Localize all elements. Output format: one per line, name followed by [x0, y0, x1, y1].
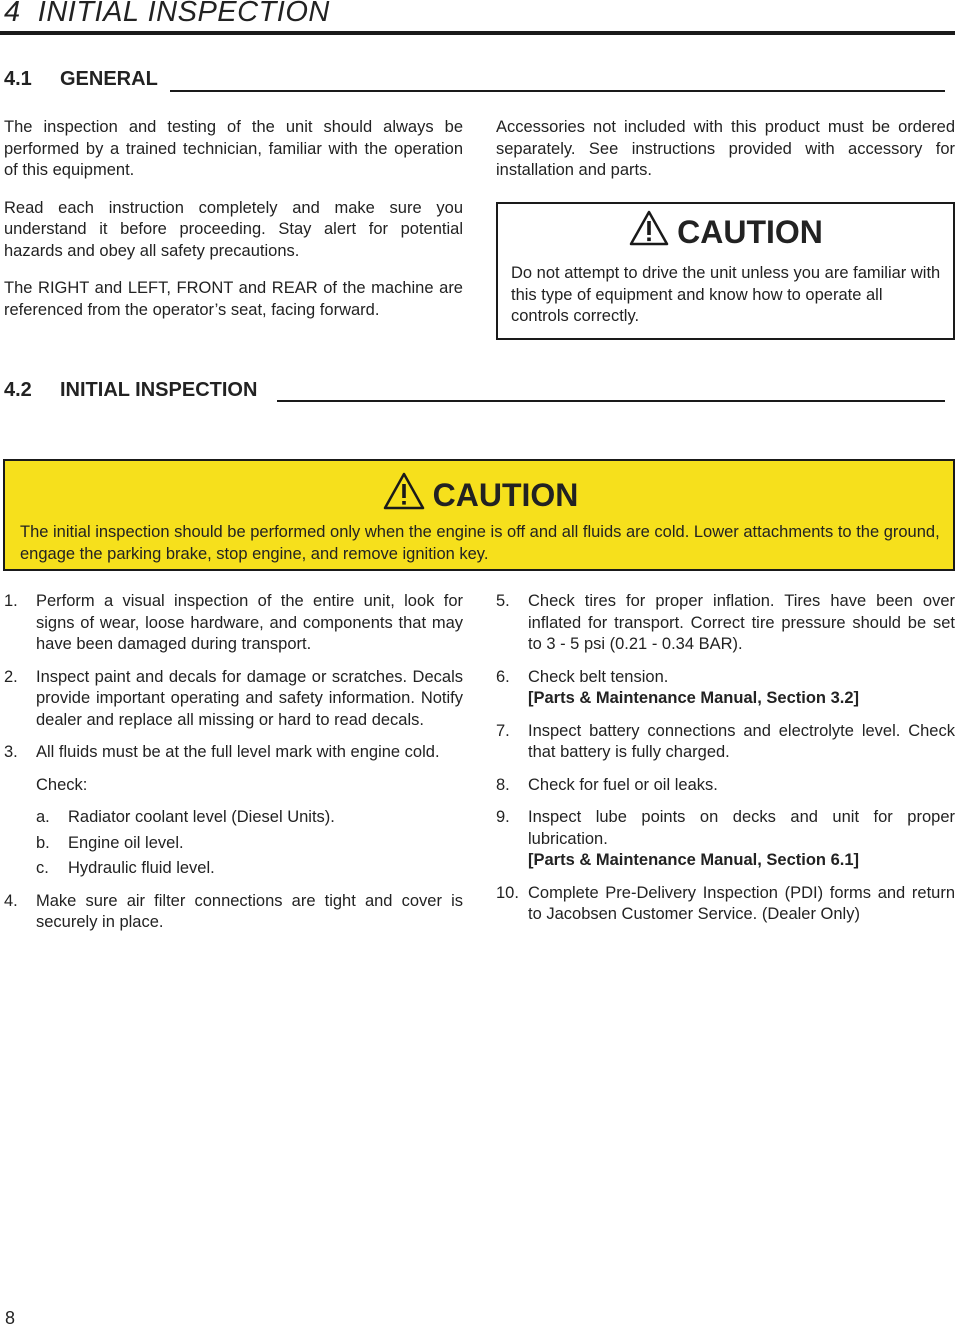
- step-number: 6.: [496, 667, 510, 686]
- list-item: [496, 591, 955, 656]
- caution-heading: [20, 473, 941, 517]
- paragraph: Read each instruction completely and make sure you understand it before proceeding. Stay alert for potential hazards and obey all safety precautions.: [4, 198, 463, 260]
- list-item: [36, 807, 463, 829]
- chapter-rule: [0, 31, 955, 35]
- paragraph: The inspection and testing of the unit should always be performed by a trained technician, familiar with the operation of this equipment.: [4, 118, 463, 179]
- page-number: 8: [5, 1308, 16, 1328]
- chapter-title: [4, 0, 330, 29]
- check-label: Check:: [36, 775, 88, 794]
- list-item: [496, 721, 955, 764]
- step-number: 8.: [496, 775, 510, 794]
- step-number: 3.: [4, 743, 18, 761]
- section-number: 4.2: [4, 379, 32, 401]
- list-item: [4, 667, 463, 732]
- step-number: 4.: [4, 891, 18, 910]
- caution-box: [496, 202, 955, 340]
- paragraph: The RIGHT and LEFT, FRONT and REAR of the machine are referenced from the operator’s seat, facing forward.: [4, 279, 463, 319]
- list-item: [496, 667, 955, 710]
- general-right-column: [496, 117, 955, 182]
- step-number: 9.: [496, 808, 510, 826]
- sub-item-letter: b.: [36, 833, 50, 852]
- step-text: Perform a visual inspection of the entire unit, look for signs of wear, loose hardware, and components that may have been damaged during transport.: [36, 592, 463, 653]
- sub-item-letter: c.: [36, 859, 49, 877]
- list-item: [496, 807, 955, 872]
- section-heading-general: [4, 68, 158, 91]
- list-item: [4, 742, 463, 764]
- manual-reference: [Parts & Maintenance Manual, Section 6.1]: [528, 851, 859, 869]
- caution-box-yellow: [3, 459, 955, 571]
- step-number: 5.: [496, 592, 510, 610]
- steps-right-column: [496, 591, 955, 926]
- caution-label: CAUTION: [432, 476, 579, 513]
- step-number: 1.: [4, 592, 18, 610]
- sub-item-text: Engine oil level.: [68, 833, 184, 852]
- list-item: [4, 591, 463, 656]
- manual-reference: [Parts & Maintenance Manual, Section 3.2]: [528, 689, 859, 707]
- sub-item-text: Hydraulic fluid level.: [68, 859, 215, 877]
- step-text: Check for fuel or oil leaks.: [528, 775, 718, 794]
- caution-text: The initial inspection should be performed only when the engine is off and all fluids are cold. Lower attachments to the ground, engage the parking brake, stop engine, and remove ignition key.: [20, 523, 940, 563]
- section-heading-initial-inspection: [4, 379, 257, 402]
- warning-triangle-icon: [383, 472, 433, 518]
- section-rule: [170, 90, 945, 92]
- step-text: All fluids must be at the full level mark with engine cold.: [36, 743, 440, 761]
- step-number: 10.: [496, 883, 519, 902]
- chapter-number: 4: [4, 0, 21, 28]
- step-text: Check tires for proper inflation. Tires have been over inflated for transport. Correct tire pressure should be set to 3 - 5 psi (0.21 - 0.34 BAR).: [528, 592, 955, 653]
- step-text: Check belt tension.: [528, 667, 669, 686]
- steps-left-column: [4, 591, 463, 934]
- sub-item-text: Radiator coolant level (Diesel Units).: [68, 808, 335, 826]
- section-number: 4.1: [4, 68, 32, 90]
- step-text: Inspect battery connections and electrolyte level. Check that battery is fully charged.: [528, 721, 955, 761]
- sub-item-letter: a.: [36, 808, 50, 826]
- section-title: GENERAL: [60, 68, 158, 90]
- section-title: INITIAL INSPECTION: [60, 379, 258, 401]
- chapter-title-text: INITIAL INSPECTION: [37, 0, 330, 28]
- step-text: Complete Pre-Delivery Inspection (PDI) forms and return to Jacobsen Customer Service. (Dealer Only): [528, 883, 955, 923]
- list-item: [496, 775, 955, 797]
- step-text: Inspect paint and decals for damage or scratches. Decals provide important operating and safety information. Notify dealer and replace all missing or hard to read decals.: [36, 667, 463, 729]
- list-item: [36, 833, 463, 855]
- list-item: [4, 891, 463, 934]
- list-item: [36, 858, 463, 880]
- paragraph: Accessories not included with this product must be ordered separately. See instructions provided with accessory for installation and parts.: [496, 118, 955, 179]
- warning-triangle-icon: [629, 210, 677, 254]
- step-text: Inspect lube points on decks and unit for proper lubrication.: [528, 808, 955, 848]
- general-left-column: [4, 117, 463, 321]
- caution-label: CAUTION: [677, 213, 823, 250]
- step-text: Make sure air filter connections are tight and cover is securely in place.: [36, 891, 463, 931]
- caution-text: Do not attempt to drive the unit unless you are familiar with this type of equipment and know how to operate all controls correctly.: [511, 264, 941, 325]
- step-number: 2.: [4, 667, 18, 686]
- check-list: [4, 807, 463, 880]
- section-rule: [277, 400, 945, 402]
- list-item: [496, 883, 955, 926]
- step-number: 7.: [496, 721, 510, 740]
- caution-heading: [511, 210, 941, 254]
